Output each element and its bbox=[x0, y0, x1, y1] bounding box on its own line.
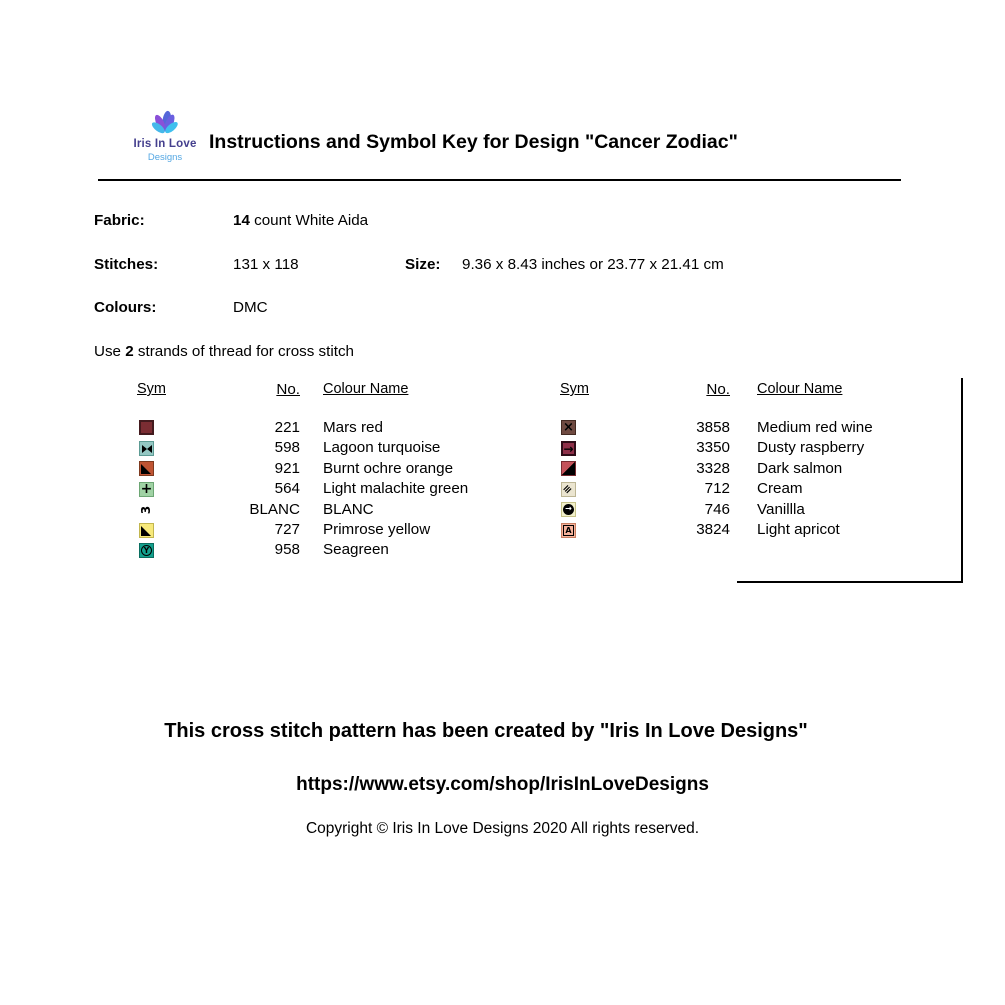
frame-border-horizontal bbox=[737, 581, 963, 583]
stitches-value: 131 x 118 bbox=[233, 256, 299, 273]
lotus-flower-icon bbox=[142, 108, 188, 138]
thread-number: 712 bbox=[704, 480, 730, 497]
thread-name: Light apricot bbox=[757, 521, 840, 538]
size-label: Size: bbox=[405, 256, 441, 273]
strands-note: Use 2 strands of thread for cross stitch bbox=[94, 343, 354, 360]
symbol-primrose-yellow bbox=[139, 523, 154, 538]
right-name-header: Colour Name bbox=[757, 381, 843, 397]
right-no-header: No. bbox=[706, 381, 730, 398]
thread-number: 727 bbox=[274, 521, 300, 538]
circled-y-icon: Y bbox=[141, 545, 152, 556]
thread-name: Medium red wine bbox=[757, 419, 873, 436]
strands-count: 2 bbox=[125, 343, 134, 360]
symbol-light-malachite-green bbox=[139, 482, 154, 497]
thread-number: 921 bbox=[274, 460, 300, 477]
thread-name: Lagoon turquoise bbox=[323, 439, 441, 456]
thread-number: 3824 bbox=[696, 521, 730, 538]
x-icon: × bbox=[563, 419, 574, 435]
colours-label: Colours: bbox=[94, 299, 157, 316]
thread-name: Burnt ochre orange bbox=[323, 460, 454, 477]
thread-number: 564 bbox=[274, 480, 300, 497]
thread-name: Cream bbox=[757, 480, 803, 497]
symbol-dusty-raspberry bbox=[561, 441, 576, 456]
symbol-mars-red bbox=[139, 420, 154, 435]
plus-icon: + bbox=[140, 481, 153, 497]
left-sym-header: Sym bbox=[137, 381, 166, 397]
left-name-header: Colour Name bbox=[323, 381, 409, 397]
page-title: Instructions and Symbol Key for Design "Cancer Zodiac" bbox=[209, 131, 738, 153]
left-no-header: No. bbox=[276, 381, 300, 398]
fabric-rest: count White Aida bbox=[249, 212, 369, 229]
fabric-label: Fabric: bbox=[94, 212, 145, 229]
thread-number: BLANC bbox=[249, 501, 300, 518]
thread-number: 746 bbox=[704, 501, 730, 518]
boxed-a-icon: A bbox=[563, 525, 574, 536]
thread-name: Seagreen bbox=[323, 541, 389, 558]
diagonal-half-icon bbox=[562, 462, 575, 475]
size-value: 9.36 x 8.43 inches or 23.77 x 21.41 cm bbox=[462, 256, 724, 273]
symbol-blanc bbox=[139, 502, 154, 517]
thread-name: Mars red bbox=[323, 419, 383, 436]
thread-number: 3328 bbox=[696, 460, 730, 477]
symbol-medium-red-wine bbox=[561, 420, 576, 435]
symbol-light-apricot bbox=[561, 523, 576, 538]
header-divider bbox=[98, 179, 901, 181]
arrow-right-icon: → bbox=[563, 441, 574, 456]
fabric-count: 14 bbox=[233, 212, 250, 229]
symbol-burnt-ochre-orange bbox=[139, 461, 154, 476]
copyright-note: Copyright © Iris In Love Designs 2020 All rights reserved. bbox=[305, 820, 700, 837]
thread-number: 221 bbox=[274, 419, 300, 436]
thread-name: Light malachite green bbox=[323, 480, 469, 497]
brand-logo bbox=[123, 108, 207, 162]
stitches-label: Stitches: bbox=[94, 256, 159, 273]
thread-number: 958 bbox=[274, 541, 300, 558]
symbol-dark-salmon bbox=[561, 461, 576, 476]
thread-name: Vanillla bbox=[757, 501, 805, 518]
frame-border-vertical bbox=[961, 378, 963, 583]
corner-triangle-icon bbox=[141, 464, 151, 474]
corner-triangle-icon bbox=[141, 526, 151, 536]
created-by-note: This cross stitch pattern has been created by "Iris In Love Designs" bbox=[164, 720, 808, 742]
right-sym-header: Sym bbox=[560, 381, 589, 397]
symbol-seagreen bbox=[139, 543, 154, 558]
thread-number: 3858 bbox=[696, 419, 730, 436]
symbol-lagoon-turquoise bbox=[139, 441, 154, 456]
symbol-cream bbox=[561, 482, 576, 497]
shop-url: https://www.etsy.com/shop/IrisInLoveDesigns bbox=[296, 774, 709, 795]
thread-number: 3350 bbox=[696, 439, 730, 456]
symbol-vanillla bbox=[561, 502, 576, 517]
circled-arrow-icon: → bbox=[563, 504, 574, 515]
fabric-value bbox=[233, 212, 368, 229]
thread-name: Dusty raspberry bbox=[757, 439, 865, 456]
thread-name: Primrose yellow bbox=[323, 521, 431, 538]
thread-name: BLANC bbox=[323, 501, 374, 518]
logo-text-line1: Iris In Love bbox=[133, 138, 197, 150]
thread-number: 598 bbox=[274, 439, 300, 456]
logo-text-line2: Designs bbox=[147, 151, 183, 163]
thread-name: Dark salmon bbox=[757, 460, 843, 477]
colours-value: DMC bbox=[233, 299, 268, 316]
hatch-lines-icon: ≡ bbox=[561, 482, 575, 497]
squiggle-icon: 3 bbox=[139, 505, 154, 514]
